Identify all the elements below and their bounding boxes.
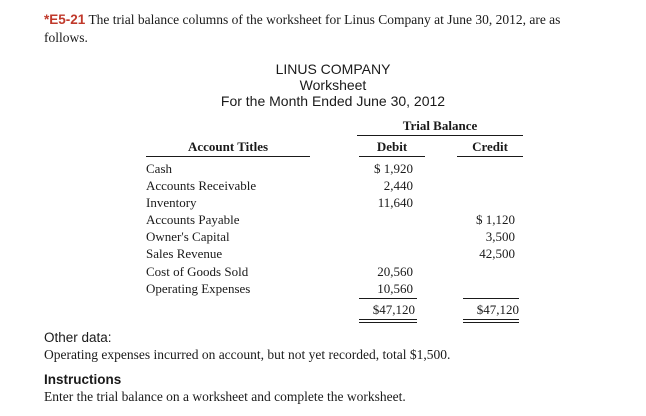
exercise-number: E5-21: [49, 12, 86, 27]
credit-subtotal-rule: [463, 298, 519, 299]
account-title: Cash: [146, 161, 172, 176]
debit-amount: 20,560: [377, 264, 413, 279]
exercise-prompt-line1: The trial balance columns of the worksheet for Linus Company at June 30, 2012, are as: [88, 12, 561, 27]
header-credit: Credit: [472, 139, 508, 154]
exercise-prompt-line2: follows.: [44, 30, 88, 45]
exercise-prompt: [44, 11, 560, 29]
other-data-label: Other data:: [44, 330, 112, 345]
credit-total: $47,120: [476, 302, 519, 317]
instructions-text: Enter the trial balance on a worksheet and complete the worksheet.: [44, 389, 406, 404]
debit-amount: 11,640: [377, 195, 413, 210]
debit-subtotal-rule: [359, 298, 417, 299]
header-account-titles: Account Titles: [187, 139, 269, 154]
trial-balance-rule: [357, 135, 523, 136]
worksheet-title: Worksheet: [299, 77, 367, 93]
debit-amount: 2,440: [383, 178, 413, 193]
credit-total-double-rule-1: [463, 319, 519, 320]
debit-amount: $ 1,920: [374, 161, 413, 176]
credit-amount: 3,500: [485, 229, 515, 244]
account-title: Cost of Goods Sold: [146, 264, 249, 279]
credit-total-double-rule-2: [463, 322, 519, 323]
account-title: Owner's Capital: [146, 229, 230, 244]
debit-total: $47,120: [372, 302, 415, 317]
debit-total-double-rule-1: [359, 319, 417, 320]
account-title: Inventory: [146, 195, 197, 210]
account-title: Sales Revenue: [146, 246, 223, 261]
debit-total-double-rule-2: [359, 322, 417, 323]
credit-amount: 42,500: [479, 246, 515, 261]
worksheet-period: For the Month Ended June 30, 2012: [220, 93, 446, 109]
account-title: Accounts Receivable: [146, 178, 257, 193]
debit-amount: 10,560: [377, 281, 413, 296]
header-debit-rule: [359, 156, 425, 157]
company-name: LINUS COMPANY: [275, 61, 391, 77]
header-account-rule: [146, 156, 310, 157]
exercise-star: *: [44, 12, 50, 27]
trial-balance-header: Trial Balance: [402, 118, 478, 133]
instructions-label: Instructions: [44, 372, 122, 387]
account-title: Operating Expenses: [146, 281, 251, 296]
account-title: Accounts Payable: [146, 212, 240, 227]
header-debit: Debit: [376, 139, 408, 154]
credit-amount: $ 1,120: [476, 212, 515, 227]
header-credit-rule: [457, 156, 523, 157]
other-data-text: Operating expenses incurred on account, but not yet recorded, total $1,500.: [44, 347, 451, 362]
